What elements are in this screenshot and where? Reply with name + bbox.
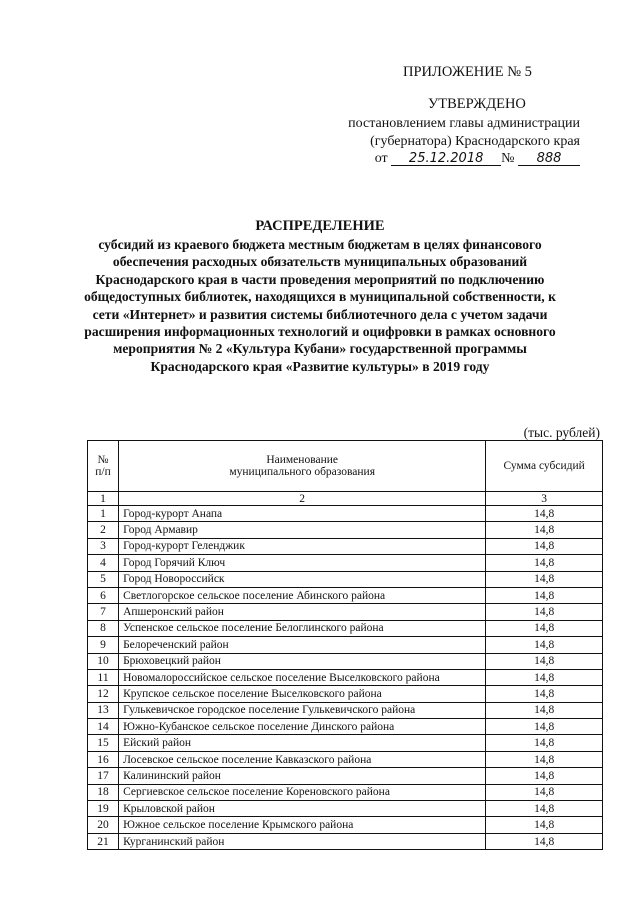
table-row bbox=[88, 833, 603, 849]
row-number: 19 bbox=[88, 801, 119, 817]
row-sum: 14,8 bbox=[486, 751, 603, 767]
header-name-line1: Наименование bbox=[266, 454, 338, 466]
row-sum: 14,8 bbox=[486, 571, 603, 587]
row-name: Крыловской район bbox=[119, 801, 486, 817]
row-sum: 14,8 bbox=[486, 768, 603, 784]
table-row bbox=[88, 702, 603, 718]
row-sum: 14,8 bbox=[486, 735, 603, 751]
approval-date-line bbox=[375, 151, 580, 167]
header-name bbox=[119, 441, 486, 492]
table-row bbox=[88, 686, 603, 702]
row-sum: 14,8 bbox=[486, 669, 603, 685]
approval-line-2: (губернатора) Краснодарского края bbox=[370, 134, 580, 149]
row-sum: 14,8 bbox=[486, 801, 603, 817]
row-sum: 14,8 bbox=[486, 620, 603, 636]
table-row bbox=[88, 604, 603, 620]
row-name: Город-курорт Анапа bbox=[119, 506, 486, 522]
row-name: Южное сельское поселение Крымского района bbox=[119, 817, 486, 833]
row-name: Крупское сельское поселение Выселковского района bbox=[119, 686, 486, 702]
row-number: 3 bbox=[88, 538, 119, 554]
index-cell: 2 bbox=[119, 492, 486, 506]
document-subtitle: субсидий из краевого бюджета местным бюджетам в целях финансового обеспечения расходных обязательств муниципальных образований Краснодарского края в части проведения мероприятий по подключению общедоступных библиотек, находящихся в муниципальной собственности, к сети «Интернет» и развития системы библиотечного дела с учетом задачи расширения информационных технологий и оцифровки в рамках основного мероприятия № 2 «Культура Кубани» государственной программы Краснодарского края «Развитие культуры» в 2019 году bbox=[84, 237, 556, 374]
row-number: 8 bbox=[88, 620, 119, 636]
row-sum: 14,8 bbox=[486, 686, 603, 702]
header-num-line1: № bbox=[97, 454, 109, 466]
approval-line-1: постановлением главы администрации bbox=[348, 116, 580, 131]
row-sum: 14,8 bbox=[486, 833, 603, 849]
handwritten-date: 25.12.2018 bbox=[391, 152, 501, 166]
row-sum: 14,8 bbox=[486, 702, 603, 718]
row-number: 14 bbox=[88, 719, 119, 735]
table-row bbox=[88, 555, 603, 571]
table-row bbox=[88, 784, 603, 800]
row-name: Новомалороссийское сельское поселение Выселковского района bbox=[119, 669, 486, 685]
row-number: 15 bbox=[88, 735, 119, 751]
table-row bbox=[88, 538, 603, 554]
row-name: Светлогорское сельское поселение Абинского района bbox=[119, 587, 486, 603]
row-number: 6 bbox=[88, 587, 119, 603]
table-row bbox=[88, 587, 603, 603]
row-number: 1 bbox=[88, 506, 119, 522]
row-sum: 14,8 bbox=[486, 555, 603, 571]
row-name: Курганинский район bbox=[119, 833, 486, 849]
header-num-line2: п/п bbox=[95, 466, 111, 478]
approved-label: УТВЕРЖДЕНО bbox=[428, 96, 526, 112]
row-name: Ейский район bbox=[119, 735, 486, 751]
row-sum: 14,8 bbox=[486, 784, 603, 800]
index-cell: 3 bbox=[486, 492, 603, 506]
row-sum: 14,8 bbox=[486, 637, 603, 653]
header-sum: Сумма субсидий bbox=[486, 441, 603, 492]
table-header-row bbox=[88, 441, 603, 492]
table-row bbox=[88, 571, 603, 587]
table-row bbox=[88, 735, 603, 751]
units-note: (тыс. рублей) bbox=[523, 425, 600, 440]
row-name: Южно-Кубанское сельское поселение Динского района bbox=[119, 719, 486, 735]
index-row bbox=[88, 492, 603, 506]
subsidy-table bbox=[87, 440, 603, 850]
row-number: 21 bbox=[88, 833, 119, 849]
row-sum: 14,8 bbox=[486, 719, 603, 735]
table-row bbox=[88, 653, 603, 669]
handwritten-number: 888 bbox=[518, 152, 580, 166]
row-number: 18 bbox=[88, 784, 119, 800]
row-number: 4 bbox=[88, 555, 119, 571]
row-number: 2 bbox=[88, 522, 119, 538]
table-row bbox=[88, 669, 603, 685]
table-row bbox=[88, 620, 603, 636]
row-number: 12 bbox=[88, 686, 119, 702]
table-row bbox=[88, 719, 603, 735]
row-name: Город Горячий Ключ bbox=[119, 555, 486, 571]
row-number: 11 bbox=[88, 669, 119, 685]
table-row bbox=[88, 522, 603, 538]
number-sign: № bbox=[501, 151, 515, 166]
table-row bbox=[88, 817, 603, 833]
row-name: Лосевское сельское поселение Кавказского района bbox=[119, 751, 486, 767]
row-sum: 14,8 bbox=[486, 506, 603, 522]
row-sum: 14,8 bbox=[486, 817, 603, 833]
row-number: 17 bbox=[88, 768, 119, 784]
row-number: 9 bbox=[88, 637, 119, 653]
row-name: Гулькевичское городское поселение Гулькевичского района bbox=[119, 702, 486, 718]
row-name: Белореченский район bbox=[119, 637, 486, 653]
row-name: Город Армавир bbox=[119, 522, 486, 538]
row-sum: 14,8 bbox=[486, 653, 603, 669]
table-row bbox=[88, 768, 603, 784]
row-number: 7 bbox=[88, 604, 119, 620]
appendix-label: ПРИЛОЖЕНИЕ № 5 bbox=[403, 64, 532, 80]
table-row bbox=[88, 751, 603, 767]
row-name: Апшеронский район bbox=[119, 604, 486, 620]
document-title: РАСПРЕДЕЛЕНИЕ bbox=[255, 218, 385, 234]
row-name: Город Новороссийск bbox=[119, 571, 486, 587]
row-sum: 14,8 bbox=[486, 604, 603, 620]
row-name: Брюховецкий район bbox=[119, 653, 486, 669]
row-number: 13 bbox=[88, 702, 119, 718]
header-name-line2: муниципального образования bbox=[229, 466, 375, 478]
row-number: 5 bbox=[88, 571, 119, 587]
row-sum: 14,8 bbox=[486, 538, 603, 554]
row-name: Город-курорт Геленджик bbox=[119, 538, 486, 554]
table-row bbox=[88, 637, 603, 653]
row-number: 20 bbox=[88, 817, 119, 833]
table-row bbox=[88, 506, 603, 522]
row-sum: 14,8 bbox=[486, 587, 603, 603]
row-number: 10 bbox=[88, 653, 119, 669]
index-cell: 1 bbox=[88, 492, 119, 506]
row-name: Успенское сельское поселение Белоглинского района bbox=[119, 620, 486, 636]
date-prefix: от bbox=[374, 151, 388, 166]
row-name: Калининский район bbox=[119, 768, 486, 784]
row-name: Сергиевское сельское поселение Кореновского района bbox=[119, 784, 486, 800]
table-row bbox=[88, 801, 603, 817]
row-number: 16 bbox=[88, 751, 119, 767]
row-sum: 14,8 bbox=[486, 522, 603, 538]
header-num bbox=[88, 441, 119, 492]
